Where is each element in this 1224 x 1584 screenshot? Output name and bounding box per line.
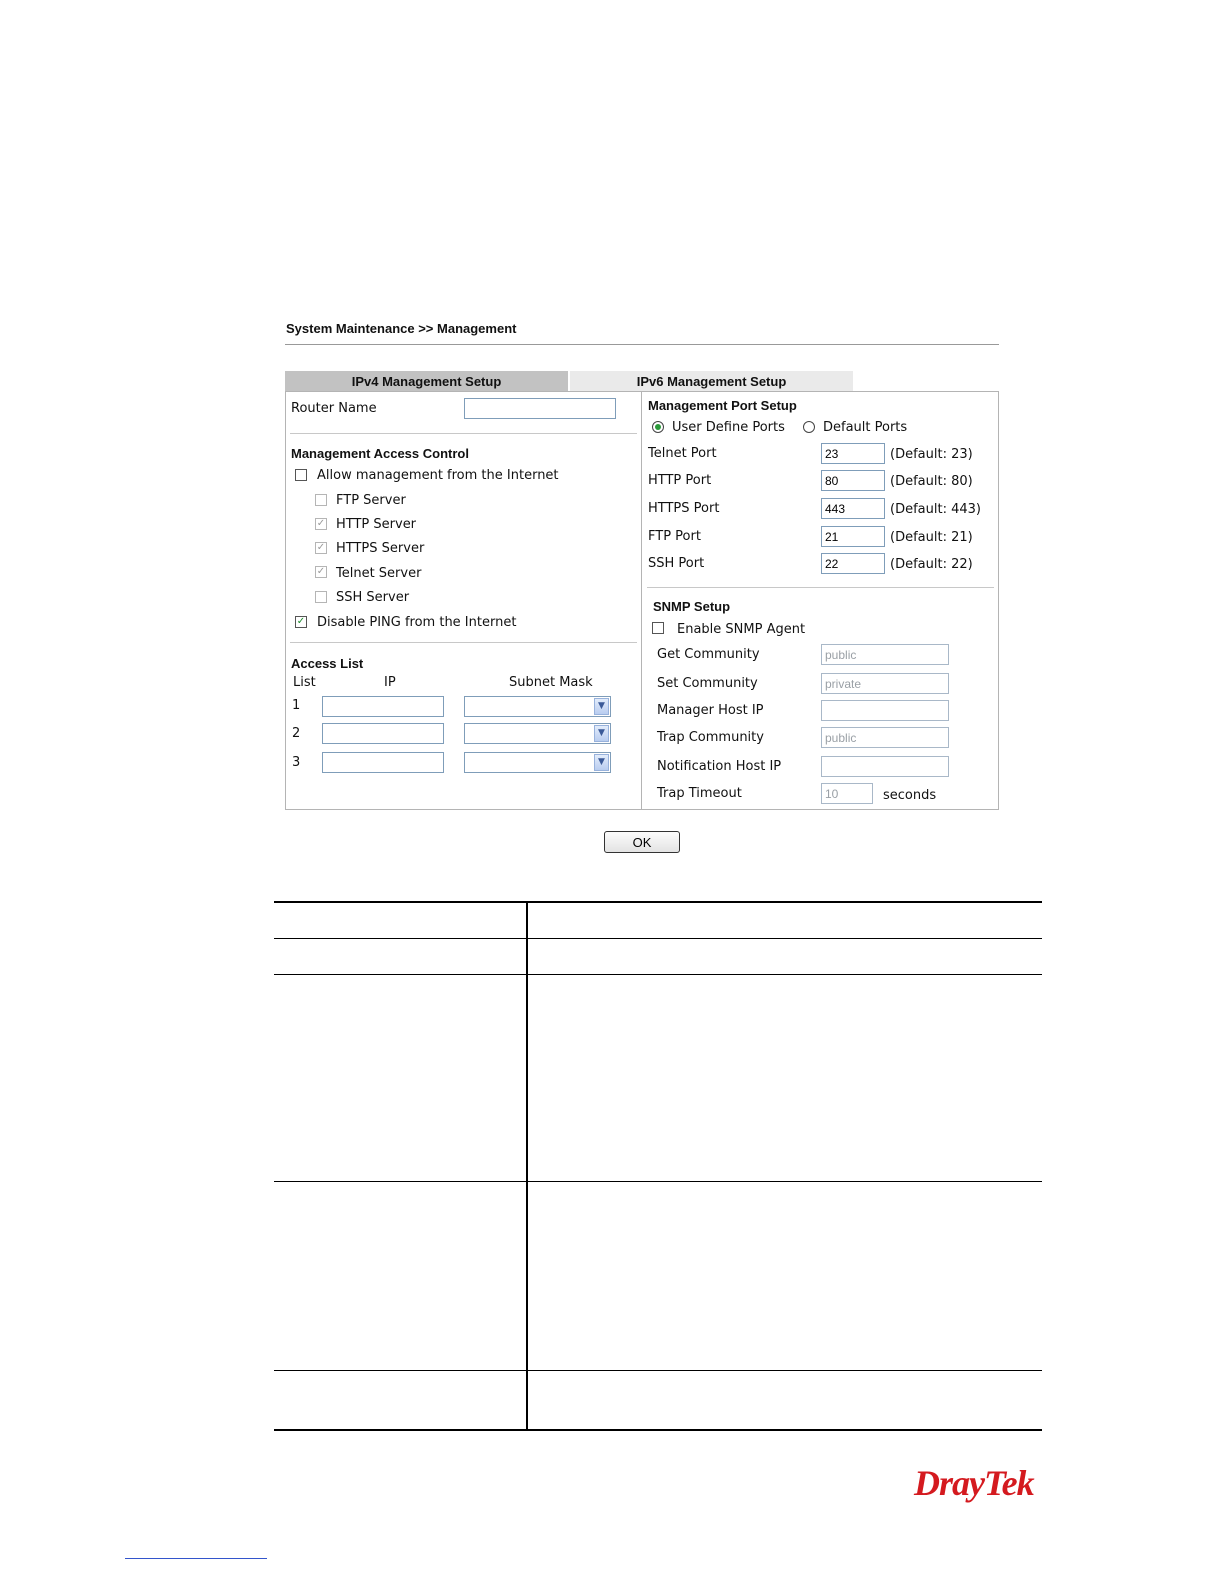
ftp-port-label: FTP Port <box>648 529 701 544</box>
enable-snmp-checkbox[interactable] <box>652 622 664 634</box>
ftp-port-input[interactable] <box>821 526 885 547</box>
set-community-input[interactable] <box>821 673 949 694</box>
ssh-port-label: SSH Port <box>648 556 705 571</box>
user-define-ports-label: User Define Ports <box>672 420 785 435</box>
ssh-port-input[interactable] <box>821 553 885 574</box>
http-port-default: (Default: 80) <box>890 474 973 489</box>
notification-host-ip-label: Notification Host IP <box>657 759 782 774</box>
chevron-down-icon: ▼ <box>594 698 609 715</box>
ok-button[interactable]: OK <box>604 831 680 853</box>
access-list-row-number: 3 <box>292 755 301 770</box>
management-access-control-title: Management Access Control <box>291 446 469 461</box>
http-server-checkbox[interactable]: ✓ <box>316 518 326 529</box>
chevron-down-icon: ▼ <box>594 725 609 742</box>
default-ports-radio[interactable] <box>803 421 815 433</box>
trap-timeout-input[interactable] <box>821 783 873 804</box>
table-row-rule <box>274 1370 1042 1371</box>
access-list-row-number: 1 <box>292 698 301 713</box>
access-list-title: Access List <box>291 656 364 671</box>
disable-ping-label: Disable PING from the Internet <box>317 615 517 630</box>
right-divider <box>647 587 994 588</box>
tab-ipv4-label: IPv4 Management Setup <box>351 374 502 389</box>
notification-host-ip-input[interactable] <box>821 756 949 777</box>
default-ports-label: Default Ports <box>823 420 908 435</box>
trap-community-label: Trap Community <box>657 730 764 745</box>
get-community-label: Get Community <box>657 647 760 662</box>
table-bottom-rule <box>274 1429 1042 1431</box>
ssh-port-default: (Default: 22) <box>890 557 973 572</box>
col-ip-header: IP <box>384 675 396 690</box>
trap-community-input[interactable] <box>821 727 949 748</box>
user-define-ports-radio[interactable] <box>652 421 664 433</box>
table-row-rule <box>274 974 1042 975</box>
draytek-logo <box>914 1462 1034 1504</box>
access-list-ip-input[interactable] <box>322 723 444 744</box>
table-column-divider <box>526 901 528 1431</box>
ssh-server-label: SSH Server <box>336 590 410 605</box>
seconds-label: seconds <box>883 788 937 803</box>
enable-snmp-label: Enable SNMP Agent <box>677 622 806 637</box>
https-server-label: HTTPS Server <box>336 541 425 556</box>
logo-text-part1: Dray <box>914 1463 984 1503</box>
col-subnet-mask-header: Subnet Mask <box>509 675 593 690</box>
http-port-label: HTTP Port <box>648 473 712 488</box>
router-name-input[interactable] <box>464 398 616 419</box>
chevron-down-icon: ▼ <box>594 754 609 771</box>
https-port-label: HTTPS Port <box>648 501 720 516</box>
https-port-input[interactable] <box>821 498 885 519</box>
telnet-port-label: Telnet Port <box>648 446 717 461</box>
telnet-server-label: Telnet Server <box>336 566 422 581</box>
panel-vertical-divider <box>641 391 642 810</box>
telnet-server-checkbox[interactable]: ✓ <box>316 566 326 577</box>
access-list-row-number: 2 <box>292 726 301 741</box>
manager-host-ip-input[interactable] <box>821 700 949 721</box>
access-list-ip-input[interactable] <box>322 752 444 773</box>
table-row-rule <box>274 1181 1042 1182</box>
breadcrumb-divider <box>285 344 999 345</box>
ftp-server-checkbox[interactable] <box>315 494 327 506</box>
https-port-default: (Default: 443) <box>890 502 981 517</box>
allow-internet-checkbox[interactable] <box>295 469 307 481</box>
tab-ipv4[interactable] <box>285 371 568 391</box>
snmp-setup-title: SNMP Setup <box>653 599 731 614</box>
telnet-port-default: (Default: 23) <box>890 447 973 462</box>
management-port-setup-title: Management Port Setup <box>648 398 797 413</box>
access-list-ip-input[interactable] <box>322 696 444 717</box>
ssh-server-checkbox[interactable] <box>315 591 327 603</box>
table-row-rule <box>274 938 1042 939</box>
https-server-checkbox[interactable]: ✓ <box>316 542 326 553</box>
manager-host-ip-label: Manager Host IP <box>657 703 764 718</box>
set-community-label: Set Community <box>657 676 758 691</box>
get-community-input[interactable] <box>821 644 949 665</box>
col-list-header: List <box>293 675 316 690</box>
disable-ping-checkbox[interactable]: ✓ <box>296 616 306 627</box>
trap-timeout-label: Trap Timeout <box>657 786 742 801</box>
subnet-mask-select[interactable] <box>464 752 611 773</box>
allow-internet-label: Allow management from the Internet <box>317 468 559 483</box>
ftp-server-label: FTP Server <box>336 493 406 508</box>
telnet-port-input[interactable] <box>821 443 885 464</box>
logo-text-part2: Tek <box>984 1463 1034 1503</box>
subnet-mask-select[interactable] <box>464 723 611 744</box>
http-port-input[interactable] <box>821 470 885 491</box>
footer-link-underline <box>125 1558 267 1559</box>
subnet-mask-select[interactable] <box>464 696 611 717</box>
tab-ipv6-label: IPv6 Management Setup <box>636 374 787 389</box>
left-divider-1 <box>290 433 637 434</box>
router-name-label: Router Name <box>291 401 377 416</box>
left-divider-2 <box>290 642 637 643</box>
ftp-port-default: (Default: 21) <box>890 530 973 545</box>
table-top-rule <box>274 901 1042 903</box>
http-server-label: HTTP Server <box>336 517 417 532</box>
tab-ipv6[interactable] <box>570 371 853 391</box>
breadcrumb: System Maintenance >> Management <box>286 321 517 336</box>
